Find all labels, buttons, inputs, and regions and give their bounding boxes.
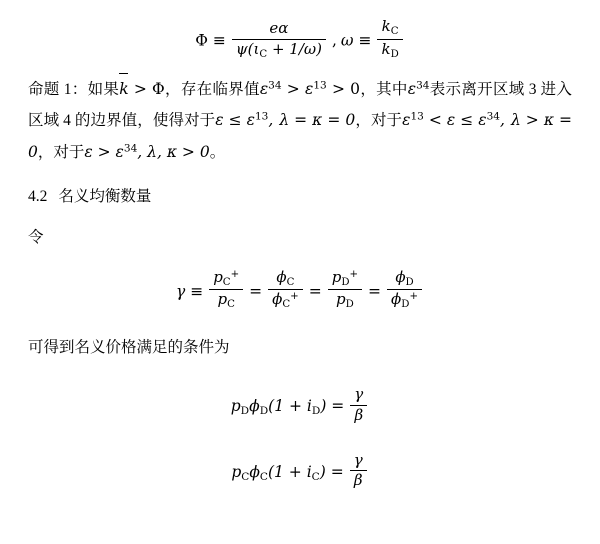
proposition-eps34-b: $\varepsilon^{34}$ [407, 79, 430, 99]
proposition-text-4: 表示离开区域 3 进入区域 4 的边界值，使得对于 [28, 81, 572, 130]
equation-1-fraction-2-denominator: kD [377, 39, 402, 61]
equation-2-equals-3: = [368, 282, 382, 300]
equation-2-fraction-1-denominator: pC [209, 289, 243, 311]
equation-pc-phic [28, 452, 572, 490]
equation-1-fraction-1-denominator: ψ(ιC + 1/ω) [232, 39, 326, 61]
section-number: 4.2 [28, 187, 48, 205]
proposition-condition-2: $\varepsilon^{13} < \varepsilon \le \varepsilon^{34}$, λ > κ = 0 [28, 111, 572, 161]
equation-2-fraction-4 [387, 269, 422, 311]
proposition-phi: Φ [152, 80, 165, 99]
equation-2-equals-2: = [308, 282, 322, 300]
equation-3-fraction [350, 386, 367, 424]
proposition-gt-1: > [128, 80, 153, 99]
equation-2-fraction-3-numerator: pD+ [331, 267, 359, 288]
equation-2-equals-1: = [249, 282, 263, 300]
equation-1-separator: , [331, 31, 337, 50]
proposition-label: 命题 1： [28, 81, 88, 99]
proposition-eps13-a: $\varepsilon^{13}$ [305, 79, 327, 99]
equation-2-lhs: γ ≡ [176, 282, 204, 300]
proposition-paragraph [28, 74, 572, 168]
proposition-condition-3: $\varepsilon > \varepsilon^{34}$, λ, κ > 0 [84, 142, 210, 161]
proposition-text-6: ，对于 [37, 143, 85, 161]
proposition-condition-1: $\varepsilon \le \varepsilon^{13}$, λ = κ = 0 [215, 111, 356, 130]
proposition-gt-2: > [281, 80, 306, 99]
equation-2-fraction-2 [268, 269, 303, 311]
equation-2-fraction-3-denominator: pD [328, 289, 362, 311]
equation-1-fraction-1 [232, 20, 326, 60]
section-heading [28, 182, 572, 211]
nominal-price-line: 可得到名义价格满足的条件为 [28, 338, 230, 356]
equation-1-lhs: Φ ≡ [195, 31, 226, 50]
equation-3-numerator: γ [354, 385, 364, 404]
equation-4-numerator: γ [353, 450, 363, 469]
equation-2-fraction-4-numerator: ϕD [395, 267, 414, 288]
proposition-text-2: ，存在临界值 [164, 81, 260, 99]
proposition-var-kbar: k [119, 74, 128, 104]
equation-2-fraction-1 [209, 269, 243, 311]
proposition-text-7: 。 [209, 143, 226, 161]
equation-1-omega-def: ω ≡ [340, 31, 372, 50]
equation-2-fraction-2-numerator: ϕC [276, 267, 295, 288]
proposition-text-1: 如果 [87, 81, 120, 99]
equation-4-fraction [350, 452, 367, 490]
equation-3-denominator: β [350, 405, 367, 424]
proposition-text-3: ，其中 [360, 81, 408, 99]
equation-pd-phid [28, 386, 572, 424]
equation-4-lhs: pCϕC(1 + iC) = [231, 462, 344, 483]
equation-3-lhs: pDϕD(1 + iD) = [230, 397, 345, 418]
equation-4-denominator: β [350, 470, 367, 489]
equation-2-fraction-3 [328, 269, 362, 311]
proposition-gt-3: > 0 [326, 80, 361, 99]
equation-phi-omega [28, 18, 572, 60]
proposition-text-5: ，对于 [355, 112, 403, 130]
proposition-eps34-a: $\varepsilon^{34}$ [259, 79, 282, 99]
equation-1-fraction-2-numerator: kC [381, 17, 399, 37]
equation-gamma [28, 269, 572, 311]
let-line: 令 [28, 229, 44, 247]
equation-2-fraction-2-denominator: ϕC+ [268, 289, 303, 311]
section-title: 名义均衡数量 [58, 187, 152, 205]
equation-1-fraction-2 [377, 18, 402, 60]
equation-2-fraction-4-denominator: ϕD+ [387, 289, 422, 311]
equation-2-fraction-1-numerator: pC+ [213, 267, 240, 288]
equation-1-fraction-1-numerator: eα [269, 19, 289, 38]
